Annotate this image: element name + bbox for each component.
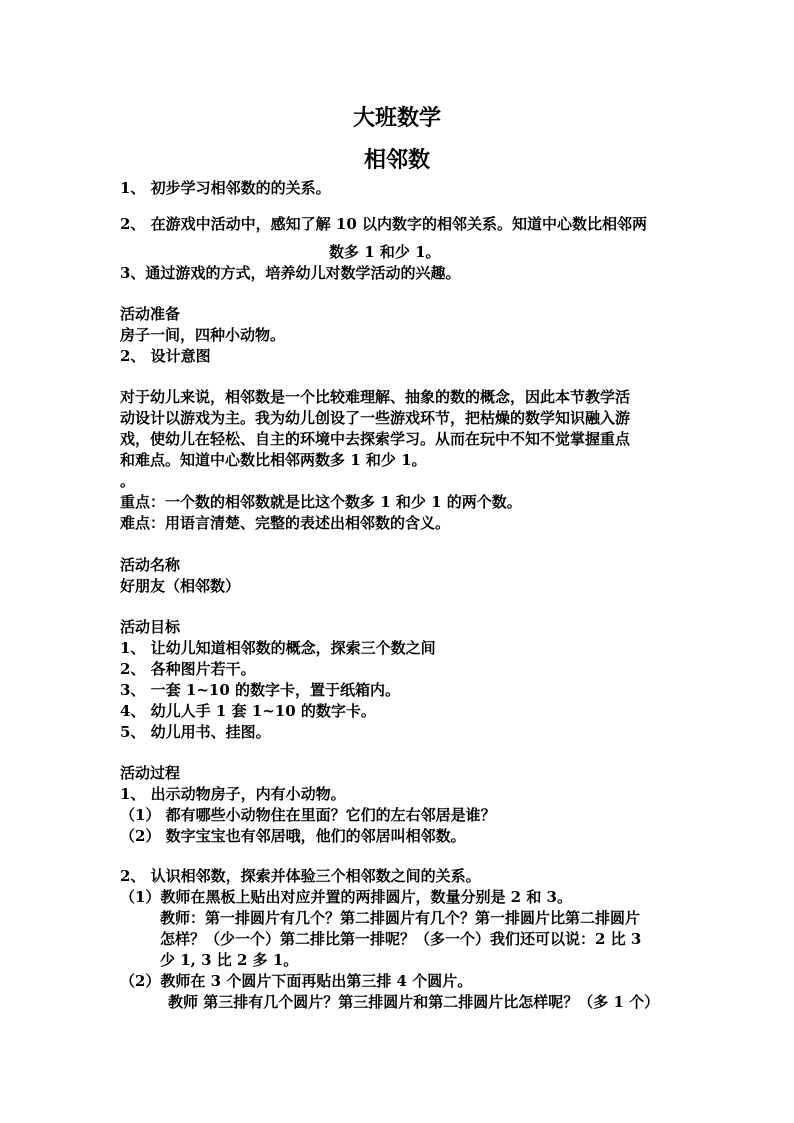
preparation-line-1: 房子一间，四种小动物。 bbox=[120, 326, 286, 344]
intro-goal-3: 3、通过游戏的方式，培养幼儿对数学活动的兴趣。 bbox=[120, 264, 461, 282]
activity-process-heading: 活动过程 bbox=[120, 764, 181, 782]
activity-goal-item: 2、 各种图片若干。 bbox=[120, 660, 256, 678]
process-step-2-part-2: （2）教师在 3 个圆片下面再贴出第三排 4 个圆片。 bbox=[120, 972, 473, 990]
process-step-2-part-1: （1）教师在黑板上贴出对应并置的两排圆片，数量分别是 2 和 3。 bbox=[120, 888, 572, 906]
activity-name-value: 好朋友（相邻数） bbox=[120, 577, 241, 595]
design-paragraph-line-4: 和难点。知道中心数比相邻两数多 1 和少 1。 bbox=[120, 451, 427, 469]
intro-goal-2-continued: 数多 1 和少 1。 bbox=[329, 243, 441, 261]
intro-goal-2: 2、 在游戏中活动中，感知了解 10 以内数字的相邻关系。知道中心数比相邻两 bbox=[120, 215, 647, 233]
activity-goal-item: 5、 幼儿用书、挂图。 bbox=[120, 723, 271, 741]
preparation-heading: 活动准备 bbox=[120, 305, 181, 323]
document-subtitle: 相邻数 bbox=[363, 147, 430, 173]
document-title: 大班数学 bbox=[352, 105, 441, 131]
teacher-dialogue-line-3: 少 1, 3 比 2 多 1。 bbox=[160, 951, 299, 969]
process-step-2: 2、 认识相邻数，探索并体验三个相邻数之间的关系。 bbox=[120, 867, 481, 885]
preparation-line-2: 2、 设计意图 bbox=[120, 347, 211, 365]
teacher-dialogue-line-2: 怎样？（少一个）第二排比第一排呢？（多一个）我们还可以说：2 比 3 bbox=[160, 930, 642, 948]
activity-goals-heading: 活动目标 bbox=[120, 618, 181, 636]
design-paragraph-line-5: 。 bbox=[120, 472, 136, 490]
difficult-point-line: 难点：用语言清楚、完整的表述出相邻数的含义。 bbox=[120, 514, 451, 532]
activity-name-heading: 活动名称 bbox=[120, 556, 181, 574]
activity-goal-item: 4、 幼儿人手 1 套 1~10 的数字卡。 bbox=[120, 702, 376, 720]
intro-goal-1: 1、 初步学习相邻数的的关系。 bbox=[120, 179, 331, 197]
process-step-1-question-1: （1） 都有哪些小动物住在里面？它们的左右邻居是谁？ bbox=[120, 806, 496, 824]
key-point-line: 重点：一个数的相邻数就是比这个数多 1 和少 1 的两个数。 bbox=[120, 493, 522, 511]
teacher-dialogue-line-4: 教师 第三排有几个圆片？第三排圆片和第二排圆片比怎样呢？（多 1 个） bbox=[168, 993, 660, 1011]
design-paragraph-line-1: 对于幼儿来说，相邻数是一个比较难理解、抽象的数的概念，因此本节教学活 bbox=[120, 388, 631, 406]
design-paragraph-line-2: 动设计以游戏为主。我为幼儿创设了一些游戏环节，把枯燥的数学知识融入游 bbox=[120, 409, 631, 427]
process-step-1-question-2: （2） 数字宝宝也有邻居哦，他们的邻居叫相邻数。 bbox=[120, 827, 466, 845]
activity-goal-item: 1、 让幼儿知道相邻数的概念，探索三个数之间 bbox=[120, 639, 436, 657]
teacher-dialogue-line-1: 教师：第一排圆片有几个？第二排圆片有几个？第一排圆片比第二排圆片 bbox=[160, 909, 641, 927]
design-paragraph-line-3: 戏，使幼儿在轻松、自主的环境中去探索学习。从而在玩中不知不觉掌握重点 bbox=[120, 430, 631, 448]
process-step-1: 1、 出示动物房子，内有小动物。 bbox=[120, 785, 346, 803]
activity-goal-item: 3、 一套 1~10 的数字卡，置于纸箱内。 bbox=[120, 681, 400, 699]
